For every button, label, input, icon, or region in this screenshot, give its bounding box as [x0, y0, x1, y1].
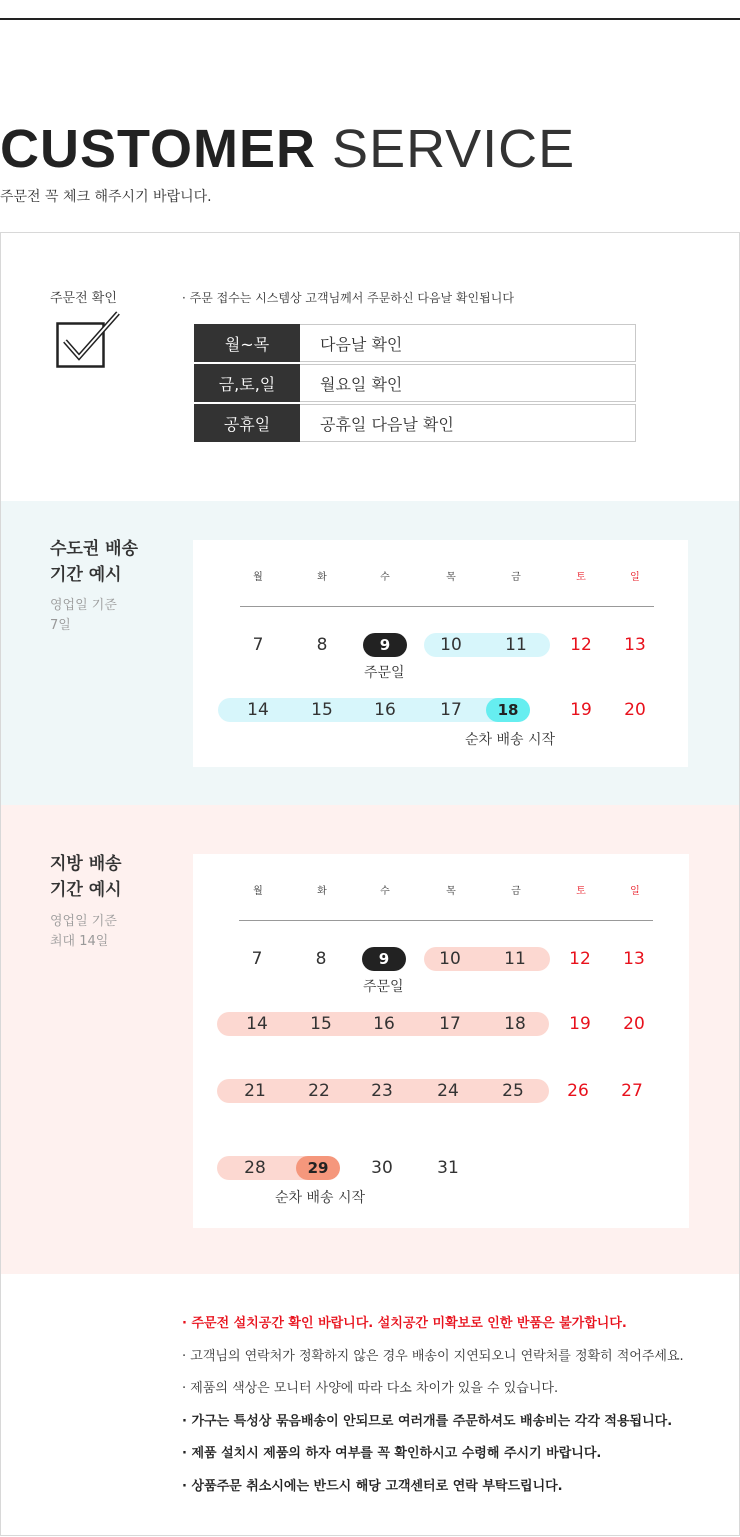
order-confirm-value: 공휴일 다음날 확인 — [300, 404, 636, 442]
weekday-header-capital: 화 — [317, 572, 327, 583]
calendar-day: 14 — [246, 1014, 268, 1034]
order-confirm-label: 주문전 확인 — [50, 291, 117, 306]
calendar-day: 7 — [251, 949, 263, 969]
weekday-header-capital: 토 — [576, 572, 586, 583]
calendar-day: 12 — [569, 949, 591, 969]
regional-shipping-note — [50, 912, 117, 952]
order-day-caption: 주문일 — [363, 979, 404, 995]
capital-title-line2: 기간 예시 — [50, 565, 122, 585]
weekday-header-regional: 금 — [511, 886, 521, 897]
order-confirm-table — [194, 324, 636, 444]
weekday-header-regional: 일 — [630, 886, 640, 897]
weekday-header-capital: 금 — [511, 572, 521, 583]
ship-start-caption: 순차 배송 시작 — [465, 732, 556, 748]
ship-start-caption: 순차 배송 시작 — [275, 1190, 366, 1206]
page-title-light: SERVICE — [332, 119, 576, 179]
calendar-day: 31 — [437, 1158, 459, 1178]
order-confirm-note: · 주문 접수는 시스템상 고객님께서 주문하신 다음날 확인됩니다 — [182, 291, 514, 305]
capital-shipping-title — [50, 536, 138, 588]
notice-item: · 주문전 설치공간 확인 바랍니다. 설치공간 미확보로 인한 반품은 불가합니다. — [182, 1316, 627, 1331]
calendar-day: 27 — [621, 1081, 643, 1101]
calendar-day: 23 — [371, 1081, 393, 1101]
order-confirm-row — [194, 404, 636, 442]
order-confirm-value: 다음날 확인 — [300, 324, 636, 362]
weekday-header-regional: 토 — [576, 886, 586, 897]
calendar-day: 16 — [373, 1014, 395, 1034]
order-confirm-key: 금,토,일 — [194, 364, 300, 402]
notice-item: · 고객님의 연락처가 정확하지 않은 경우 배송이 지연되오니 연락처를 정확히 적어주세요. — [182, 1348, 684, 1364]
order-confirm-row — [194, 324, 636, 362]
calendar-day: 21 — [244, 1081, 266, 1101]
calendar-day: 24 — [437, 1081, 459, 1101]
order-day-caption: 주문일 — [364, 665, 405, 681]
calendar-divider — [240, 606, 654, 607]
capital-note-line2: 7일 — [50, 618, 71, 633]
capital-title-line1: 수도권 배송 — [50, 539, 139, 559]
ship-day-marker: 18 — [486, 698, 530, 722]
calendar-day: 17 — [439, 1014, 461, 1034]
notice-item: · 제품 설치시 제품의 하자 여부를 꼭 확인하시고 수령해 주시기 바랍니다. — [182, 1446, 602, 1461]
regional-title-line1: 지방 배송 — [50, 854, 122, 874]
calendar-day: 30 — [371, 1158, 393, 1178]
notice-list — [182, 1308, 684, 1503]
calendar-day: 20 — [623, 1014, 645, 1034]
calendar-day: 18 — [504, 1014, 526, 1034]
calendar-day: 14 — [247, 700, 269, 720]
capital-shipping-note — [50, 596, 117, 636]
page-subtitle: 주문전 꼭 체크 해주시기 바랍니다. — [0, 189, 212, 205]
page-title-bold: CUSTOMER — [0, 119, 317, 179]
order-confirm-key: 공휴일 — [194, 404, 300, 442]
weekday-header-capital: 목 — [446, 572, 456, 583]
ship-day-marker: 29 — [296, 1156, 340, 1180]
regional-shipping-title — [50, 851, 122, 903]
weekday-header-regional: 수 — [380, 886, 390, 897]
calendar-day: 19 — [569, 1014, 591, 1034]
calendar-day: 7 — [252, 635, 264, 655]
calendar-day: 12 — [570, 635, 592, 655]
order-confirm-value: 월요일 확인 — [300, 364, 636, 402]
capital-note-line1: 영업일 기준 — [50, 598, 117, 613]
calendar-day: 11 — [504, 949, 526, 969]
calendar-day: 10 — [439, 949, 461, 969]
weekday-header-regional: 목 — [446, 886, 456, 897]
calendar-day: 19 — [570, 700, 592, 720]
calendar-day: 10 — [440, 635, 462, 655]
regional-note-line1: 영업일 기준 — [50, 914, 117, 929]
calendar-day: 8 — [315, 949, 327, 969]
calendar-divider — [239, 920, 653, 921]
notice-item: · 제품의 색상은 모니터 사양에 따라 다소 차이가 있을 수 있습니다. — [182, 1381, 559, 1396]
notice-item: · 가구는 특성상 묶음배송이 안되므로 여러개를 주문하셔도 배송비는 각각 적용됩니다. — [182, 1413, 673, 1429]
page-header — [0, 119, 576, 206]
calendar-day: 15 — [310, 1014, 332, 1034]
notice-item: · 상품주문 취소시에는 반드시 해당 고객센터로 연락 부탁드립니다. — [182, 1478, 563, 1494]
weekday-header-capital: 월 — [253, 572, 263, 583]
weekday-header-capital: 일 — [630, 572, 640, 583]
calendar-day: 8 — [316, 635, 328, 655]
calendar-day: 17 — [440, 700, 462, 720]
calendar-day: 16 — [374, 700, 396, 720]
order-confirm-row — [194, 364, 636, 402]
weekday-header-regional: 화 — [317, 886, 327, 897]
calendar-day: 20 — [624, 700, 646, 720]
calendar-day: 26 — [567, 1081, 589, 1101]
weekday-header-regional: 월 — [253, 886, 263, 897]
calendar-day: 25 — [502, 1081, 524, 1101]
checkbox-checked-icon — [56, 311, 120, 369]
weekday-header-capital: 수 — [380, 572, 390, 583]
calendar-day: 13 — [623, 949, 645, 969]
regional-title-line2: 기간 예시 — [50, 880, 122, 900]
top-divider — [0, 18, 740, 20]
calendar-day: 28 — [244, 1158, 266, 1178]
calendar-day: 22 — [308, 1081, 330, 1101]
calendar-day: 15 — [311, 700, 333, 720]
calendar-day: 13 — [624, 635, 646, 655]
order-day-marker: 9 — [363, 633, 407, 657]
order-confirm-key: 월~목 — [194, 324, 300, 362]
calendar-day: 11 — [505, 635, 527, 655]
page-title — [0, 119, 576, 179]
regional-note-line2: 최대 14일 — [50, 934, 109, 949]
order-day-marker: 9 — [362, 947, 406, 971]
